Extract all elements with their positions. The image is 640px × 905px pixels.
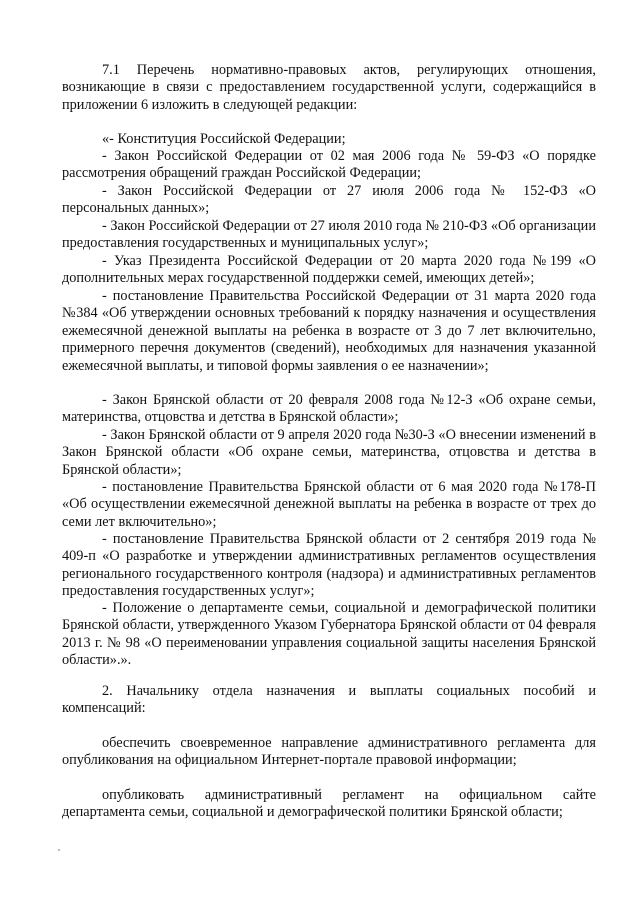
act-item-constitution: «- Конституция Российской Федерации; bbox=[102, 131, 346, 147]
task-publish-portal: обеспечить своевременное направление административного регламента для опубликования на официальном Интернет-портале правовой информации; bbox=[62, 735, 596, 769]
act-item-resolution-178p: - постановление Правительства Брянской области от 6 мая 2020 года №178-П «Об осуществлении ежемесячной денежной выплаты на ребенка в возрасте от трех до семи лет включительно»; bbox=[62, 479, 596, 530]
act-item-resolution-384: - постановление Правительства Российской Федерации от 31 марта 2020 года №384 «Об утверждении основных требований к порядку назначения и осуществления ежемесячной денежной выплаты на ребенка в возрасте от 3 до 7 лет включительно, примерного перечня документов (сведений), необходимых для назначения указанной ежемесячной выплаты, и типовой формы заявления о ее назначении»; bbox=[62, 288, 596, 374]
act-item-law-210: - Закон Российской Федерации от 27 июля 2010 года № 210-ФЗ «Об организации предоставления государственных и муниципальных услуг»; bbox=[62, 218, 596, 252]
act-item-law-59: - Закон Российской Федерации от 02 мая 2006 года № 59-ФЗ «О порядке рассмотрения обращений граждан Российской Федерации; bbox=[62, 148, 596, 182]
section-7-1-paragraph: 7.1 Перечень нормативно-правовых актов, регулирующих отношения, возникающие в связи с предоставлением государственной услуги, содержащийся в приложении 6 изложить в следующей редакции: bbox=[62, 62, 596, 113]
section-2-paragraph: 2. Начальнику отдела назначения и выплаты социальных пособий и компенсаций: bbox=[62, 683, 596, 717]
act-item-law-152: - Закон Российской Федерации от 27 июля 2006 года № 152-ФЗ «О персональных данных»; bbox=[62, 183, 596, 217]
task-publish-website: опубликовать административный регламент на официальном сайте департамента семьи, социальной и демографической политики Брянской области; bbox=[62, 787, 596, 821]
act-item-law-30z: - Закон Брянской области от 9 апреля 2020 года №30-З «О внесении изменений в Закон Брянской области «Об охране семьи, материнства, отцовства и детства в Брянской области»; bbox=[62, 427, 596, 478]
act-item-resolution-409p: - постановление Правительства Брянской области от 2 сентября 2019 года № 409-п «О разработке и утверждении административных регламентов осуществления регионального государственного контроля (надзора) и административных регламентов предоставления государственных услуг»; bbox=[62, 531, 596, 600]
act-item-decree-199: - Указ Президента Российской Федерации от 20 марта 2020 года №199 «О дополнительных мерах государственной поддержки семей, имеющих детей»; bbox=[62, 253, 596, 287]
act-item-regulation-department: - Положение о департаменте семьи, социальной и демографической политики Брянской области, утвержденного Указом Губернатора Брянской области от 04 февраля 2013 г. № 98 «О переименовании управления социальной защиты населения Брянской области».». bbox=[62, 600, 596, 669]
scan-artifact-dot bbox=[58, 849, 60, 851]
act-item-law-12z: - Закон Брянской области от 20 февраля 2008 года №12-З «Об охране семьи, материнства, отцовства и детства в Брянской области»; bbox=[62, 392, 596, 426]
